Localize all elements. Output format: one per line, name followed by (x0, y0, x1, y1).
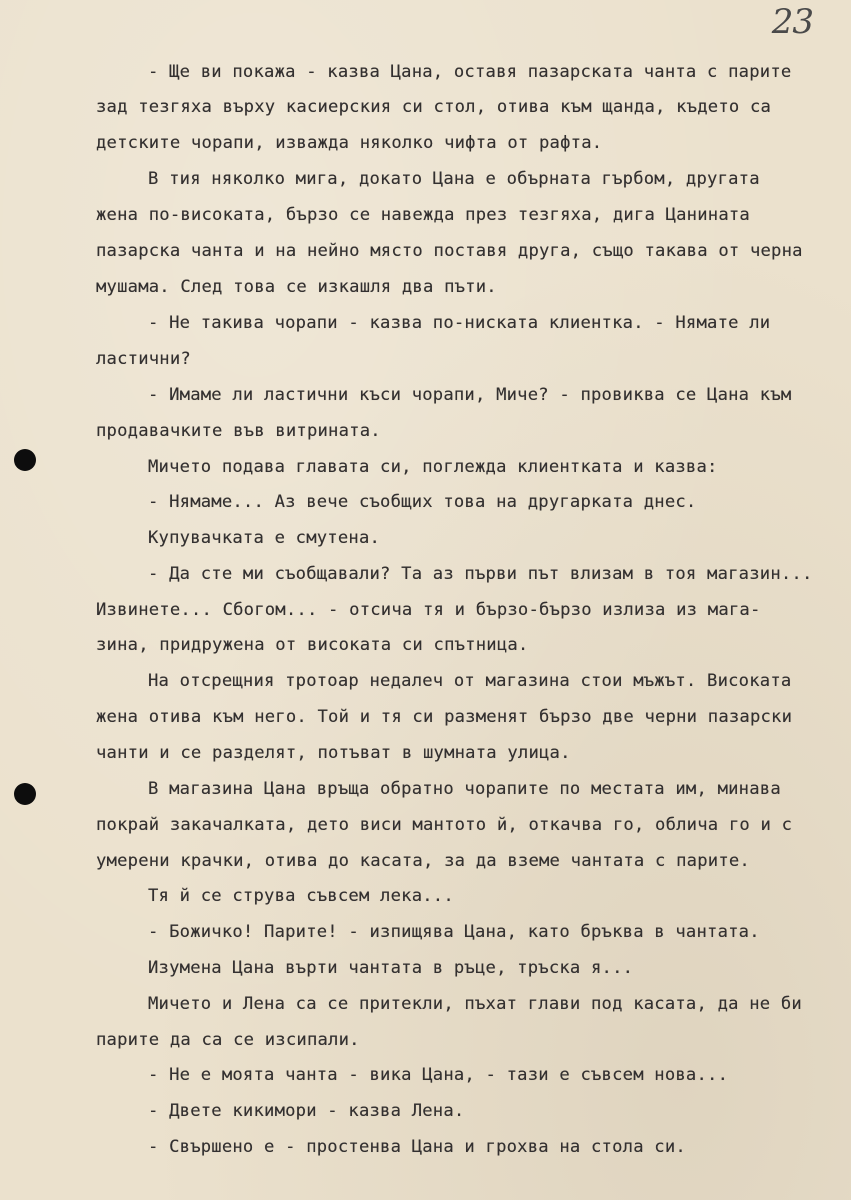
text-line: - Не такива чорапи - казва по-ниската клиентка. - Нямате ли (148, 313, 771, 333)
text-line: - Ще ви покажа - казва Цана, оставя пазарската чанта с парите (148, 62, 792, 82)
text-line: зад тезгяха върху касиерския си стол, отива към щанда, където са (96, 97, 772, 117)
text-line: покрай закачалката, дето виси мантото й, откачва го, облича го и с (96, 815, 793, 835)
text-line: Мичето подава главата си, поглежда клиентката и казва: (148, 457, 718, 477)
text-line: - Да сте ми съобщавали? Та аз първи път влизам в тоя магазин... (148, 564, 813, 584)
text-line: На отсрещния тротоар недалеч от магазина стои мъжът. Високата (148, 671, 792, 691)
text-line: В тия няколко мига, докато Цана е обърната гърбом, другата (148, 169, 760, 189)
text-line: жена по-високата, бързо се навежда през тезгяха, дига Цанината (96, 205, 750, 225)
page-number: 23 (771, 2, 813, 42)
text-line: - Божичко! Парите! - изпищява Цана, като бръква в чантата. (148, 922, 760, 942)
text-line: Мичето и Лена са се притекли, пъхат глави под касата, да не би (148, 994, 802, 1014)
text-line: - Имаме ли ластични къси чорапи, Миче? - провиква се Цана към (148, 385, 792, 405)
text-line: жена отива към него. Той и тя си разменят бързо две черни пазарски (96, 707, 793, 727)
text-line: Купувачката е смутена. (148, 528, 381, 548)
text-line: зина, придружена от високата си спътница. (96, 635, 529, 655)
text-line: ластични? (96, 349, 191, 369)
text-line: В магазина Цана връща обратно чорапите по местата им, минава (148, 779, 781, 799)
punch-hole-top (14, 449, 36, 471)
text-line: продавачките във витрината. (96, 421, 381, 441)
text-line: - Свършено е - простенва Цана и грохва на стола си. (148, 1137, 686, 1157)
text-line: детските чорапи, изважда няколко чифта от рафта. (96, 133, 603, 153)
text-line: чанти и се разделят, потъват в шумната улица. (96, 743, 571, 763)
text-line: - Нямаме... Аз вече съобщих това на другарката днес. (148, 492, 697, 512)
text-line: Тя й се струва съвсем лека... (148, 886, 454, 906)
text-line: - Двете кикимори - казва Лена. (148, 1101, 465, 1121)
text-line: умерени крачки, отива до касата, за да вземе чантата с парите. (96, 851, 750, 871)
text-line: мушама. След това се изкашля два пъти. (96, 277, 497, 297)
text-line: Извинете... Сбогом... - отсича тя и бързо-бързо излиза из мага- (96, 600, 761, 620)
text-line: пазарска чанта и на нейно място поставя друга, също такава от черна (96, 241, 803, 261)
text-line: Изумена Цана върти чантата в ръце, тръска я... (148, 958, 634, 978)
punch-hole-bottom (14, 783, 36, 805)
text-line: - Не е моята чанта - вика Цана, - тази е съвсем нова... (148, 1065, 729, 1085)
text-line: парите да са се изсипали. (96, 1030, 360, 1050)
